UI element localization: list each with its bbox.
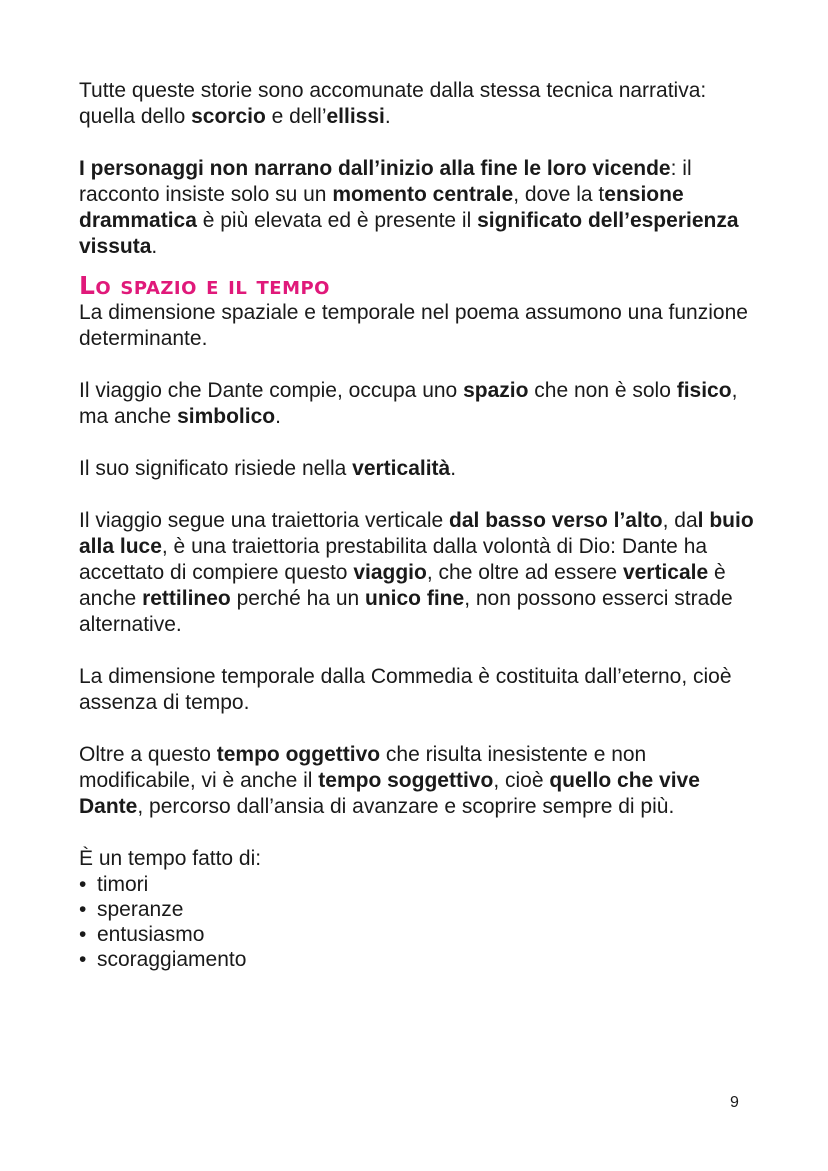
text: Il viaggio che Dante compie, occupa uno — [79, 379, 464, 402]
list-item-text: speranze — [97, 898, 184, 921]
text: che non è solo — [528, 379, 677, 402]
bullet-icon: • — [79, 873, 87, 896]
bold-text: fisico — [676, 379, 732, 402]
text: La dimensione spaziale e temporale nel poema assumono una funzione determinante. — [79, 301, 748, 350]
page-body — [79, 78, 759, 972]
bold-text: verticale — [622, 561, 709, 584]
text: , da — [662, 509, 698, 532]
text: Il viaggio segue una traiettoria verticale — [79, 509, 450, 532]
text: . — [151, 235, 158, 258]
paragraph-list-intro — [79, 846, 759, 872]
bold-text: tempo oggettivo — [216, 743, 381, 766]
bold-text: ensione drammatica — [79, 183, 684, 232]
text: perché ha un — [230, 587, 366, 610]
bold-text: significato dell’esperienza vissuta — [79, 209, 739, 258]
text: La dimensione temporale dalla Commedia è costituita dall’eterno, cioè assenza di tempo. — [79, 665, 732, 714]
list-item-text: timori — [97, 873, 149, 896]
text: . — [384, 105, 391, 128]
bold-text: scorcio — [191, 105, 266, 128]
text: , ma anche — [79, 379, 738, 428]
page-number: 9 — [730, 1094, 739, 1111]
text: che risulta inesistente e non modificabile, vi è anche il — [79, 743, 647, 792]
text: , non possono esserci strade alternative. — [79, 587, 733, 636]
list-item — [79, 947, 759, 972]
bold-text: l buio alla luce — [79, 509, 754, 558]
bullet-icon: • — [79, 898, 87, 921]
bold-text: tempo soggettivo — [318, 769, 494, 792]
text: , cioè — [493, 769, 550, 792]
text: È un tempo fatto di: — [79, 847, 262, 870]
list-item-text: scoraggiamento — [97, 948, 247, 971]
bold-text: spazio — [463, 379, 529, 402]
paragraph-eternity — [79, 664, 759, 716]
bold-text: verticalità — [352, 457, 451, 480]
text: , che oltre ad essere — [426, 561, 623, 584]
text: Il suo significato risiede nella — [79, 457, 353, 480]
text: : il racconto insiste solo su un — [79, 157, 692, 206]
bold-text: dal basso verso l’alto — [449, 509, 663, 532]
bold-text: viaggio — [353, 561, 427, 584]
paragraph-dimension — [79, 300, 759, 352]
paragraph-characters — [79, 156, 759, 260]
section-heading: Lo spazio e il tempo — [79, 271, 330, 300]
text: . — [450, 457, 457, 480]
paragraph-trajectory — [79, 508, 759, 638]
list-item — [79, 922, 759, 947]
bold-text: simbolico — [177, 405, 276, 428]
text: , percorso dall’ansia di avanzare e scoprire sempre di più. — [137, 795, 675, 818]
list-item — [79, 872, 759, 897]
paragraph-verticality — [79, 456, 759, 482]
paragraph-time — [79, 742, 759, 820]
bold-text: unico fine — [365, 587, 465, 610]
bold-text: rettilineo — [142, 587, 231, 610]
text: , dove la t — [513, 183, 605, 206]
list-item-text: entusiasmo — [97, 923, 205, 946]
text: e dell’ — [265, 105, 327, 128]
text: Oltre a questo — [79, 743, 217, 766]
bold-text: ellissi — [326, 105, 385, 128]
bold-text: quello che vive Dante — [79, 769, 700, 818]
text: , è una traiettoria prestabilita dalla volontà di Dio: Dante ha accettato di compiere questo — [79, 535, 708, 584]
text: è anche — [79, 561, 726, 610]
text: è più elevata ed è presente il — [196, 209, 478, 232]
bold-text: momento centrale — [332, 183, 514, 206]
text: Tutte queste storie sono accomunate dalla stessa tecnica narrativa: quella dello — [79, 79, 707, 128]
text: . — [275, 405, 281, 428]
bullet-icon: • — [79, 948, 87, 971]
list-item — [79, 897, 759, 922]
bold-text: I personaggi non narrano dall’inizio alla fine le loro vicende — [79, 157, 671, 180]
paragraph-space — [79, 378, 759, 430]
feelings-list — [79, 872, 759, 972]
paragraph-techniques — [79, 78, 759, 130]
bullet-icon: • — [79, 923, 87, 946]
